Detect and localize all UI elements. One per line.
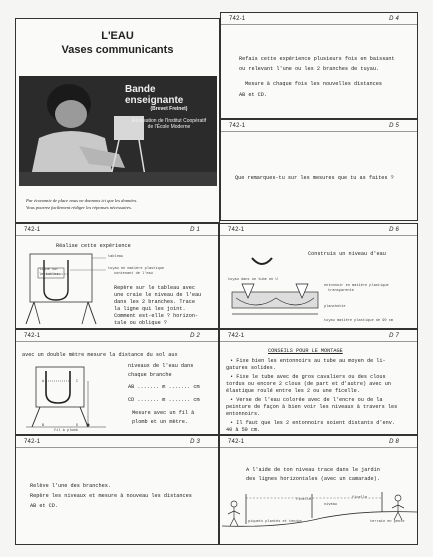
d7-title: CONSEILS POUR LE MONTAGE [268, 348, 343, 354]
card-d1 [15, 223, 219, 329]
d8-label-d: piquets plantés et tendus [248, 520, 302, 524]
d7-b1a: • Fixe bien les entonnoirs au tube au moyen de li- [230, 358, 386, 364]
d7-b4a: • Il faut que les 2 entonnoirs soient distants d'env. [230, 420, 395, 426]
card-number: D 3 [190, 439, 200, 445]
card-d8 [219, 435, 418, 545]
d1-r1: Repère sur le tableau avec [114, 285, 195, 291]
card-number: D 2 [190, 333, 200, 339]
d6-level-drawing [226, 254, 326, 324]
d7-b2c: élastique roulé entre les 2 ou une ficelle. [226, 388, 360, 394]
d3-line1: Relève l'une des branches. [30, 483, 111, 489]
d1-r6: tale ou oblique ? [114, 320, 167, 326]
card-d3 [15, 435, 219, 545]
card-number: D 6 [389, 227, 399, 233]
banner-sub1: (Brevet Freinet) [150, 106, 188, 112]
card-code: 742-1 [24, 439, 41, 445]
card-d7 [219, 329, 418, 435]
note-line1: Par économie de place nous ne donnons ici que les données. [26, 198, 138, 203]
card-code: 742-1 [228, 333, 245, 339]
d8-label-b: ficelle [352, 496, 368, 500]
d2-measure-drawing [26, 361, 106, 431]
d3-line2: Repère les niveaux et mesure à nouveau les distances [30, 493, 192, 499]
d1-label-tuyau1: tuyau en matière plastique [108, 267, 165, 271]
d8-label-a: ficelle [296, 498, 312, 502]
d8-garden-drawing [222, 488, 418, 538]
d1-label-ligne2: le tableau [39, 273, 61, 277]
d4-line1: Refais cette expérience plusieurs fois en baissant [239, 56, 395, 62]
d6-label-b: entonnoir en matière plastique [324, 284, 389, 288]
card-code: 742-1 [228, 227, 245, 233]
card-d5 [220, 119, 418, 221]
title-vases: Vases communicants [61, 44, 174, 56]
d7-b3a: • Verse de l'eau colorée avec de l'encre ou de la [230, 397, 383, 403]
d8-label-c: niveau [324, 503, 337, 507]
d1-label-ligne1: ligne sur [39, 268, 59, 272]
card-d4 [220, 12, 418, 119]
d4-line3: Mesure à chaque fois les nouvelles distances [245, 81, 382, 87]
card-d6 [219, 223, 418, 329]
d1-r2: une craie le niveau de l'eau [114, 292, 202, 298]
d1-label-tableau: tableau [108, 255, 124, 259]
d2-label-a: A [42, 380, 45, 384]
card-code: 742-1 [24, 333, 41, 339]
d1-apparatus-drawing [20, 248, 110, 328]
d6-line1: Construis un niveau d'eau [308, 251, 386, 257]
d1-r4: la ligne qui les joint. [114, 306, 186, 312]
d6-label-c: transparente [328, 289, 354, 293]
note-line2: Vous pourrez facilement rédiger les réponses nécessaires. [26, 205, 132, 210]
banner-sub3: de l'École Moderne [147, 124, 191, 130]
d6-label-a: tuyau dans un tube en U [228, 278, 278, 282]
card-number: D 4 [389, 16, 399, 22]
d7-b3b: peinture de façon à bien voir les niveaux à travers les [226, 404, 398, 410]
d8-label-e: terrain en pente [370, 520, 405, 524]
banner-title: Bande enseignante [125, 84, 184, 106]
d2-label-fil: fil à plomb [54, 429, 78, 433]
d2-line1: avec un double mètre mesure la distance du sol aux [22, 352, 178, 358]
d2-label-c: C [76, 380, 79, 384]
d6-label-e: tuyau matière plastique de 90 cm [324, 319, 394, 323]
d4-line2: ou relevant l'une ou les 2 branches de tuyau. [239, 66, 380, 72]
d1-line1: Réalise cette expérience [56, 243, 131, 249]
d2-line5: CD ....... m ....... cm [128, 397, 200, 403]
card-code: 742-1 [24, 227, 41, 233]
d5-line1: Que remarques-tu sur les mesures que tu as faites ? [235, 175, 394, 181]
d2-line2: niveaux de l'eau dans [128, 363, 194, 369]
d4-line4: AB et CD. [239, 92, 268, 98]
d8-line1: A l'aide de ton niveau trace dans le jardin [246, 467, 380, 473]
d2-line4: AB ....... m ....... cm [128, 384, 200, 390]
d1-r5: Comment est-elle ? horizon- [114, 313, 199, 319]
d2-label-d: D [76, 424, 79, 428]
card-number: D 1 [190, 227, 200, 233]
card-code: 742-1 [229, 16, 246, 22]
d2-label-b: B [42, 424, 45, 428]
d6-label-d: planchette [324, 305, 346, 309]
title-eau: L'EAU [101, 30, 134, 42]
card-number: D 5 [389, 123, 399, 129]
card-code: 742-1 [228, 439, 245, 445]
d2-line6: Mesure avec un fil à [132, 410, 195, 416]
d7-b3c: entonnoirs. [226, 411, 261, 417]
banner-sub2: Réalisation de l'Institut Coopératif [131, 118, 207, 124]
card-d2 [15, 329, 219, 435]
d3-line3: AB et CD. [30, 503, 59, 509]
d8-line2: des lignes horizontales (avec un camarade). [246, 476, 380, 482]
d2-line7: plomb et un mètre. [132, 419, 189, 425]
banner [125, 84, 213, 130]
card-code: 742-1 [229, 123, 246, 129]
card-number: D 7 [389, 333, 399, 339]
d2-line3: chaque branche [128, 372, 172, 378]
d7-b4b: 40 à 50 cm. [226, 427, 261, 433]
card-number: D 8 [389, 439, 399, 445]
d1-label-tuyau2: contenant de l'eau [114, 272, 153, 276]
d1-r3: dans les 2 branches. Trace [114, 299, 195, 305]
d7-b2b: tordus ou encore 2 clous (de part et d'autre) avec un [226, 381, 391, 387]
d7-b1b: gatures solides. [226, 365, 276, 371]
d7-b2a: • Fixe le tube avec de gros cavaliers ou des clous [230, 374, 386, 380]
